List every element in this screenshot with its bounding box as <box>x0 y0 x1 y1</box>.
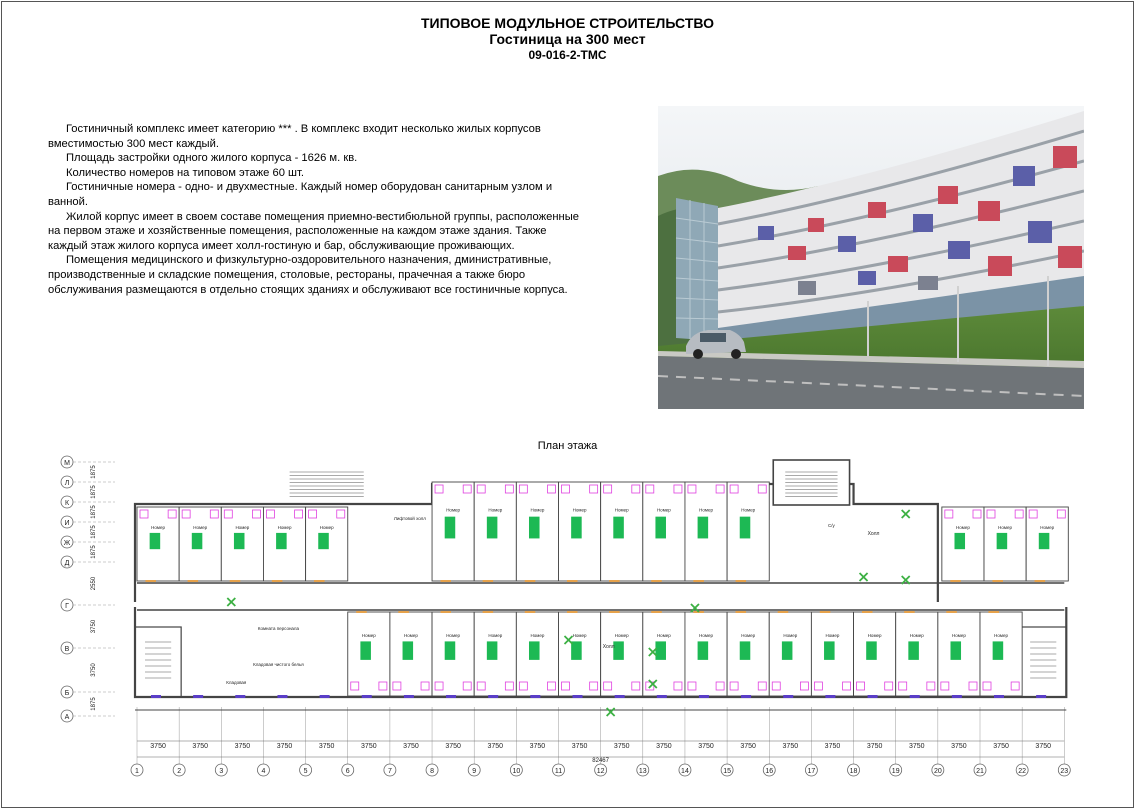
dimension-label: 3750 <box>234 743 251 750</box>
window <box>741 695 751 698</box>
window <box>235 695 245 698</box>
floor-plan <box>55 452 1085 782</box>
dimension-label: 3750 <box>91 619 97 634</box>
dimension-label: 1875 <box>91 525 97 539</box>
bed <box>571 641 582 659</box>
room-label: Номер <box>656 507 671 513</box>
project-description <box>48 122 588 297</box>
bed <box>613 517 624 539</box>
room-label: Номер <box>951 633 966 639</box>
room-label: Номер <box>530 633 545 639</box>
window <box>320 695 330 698</box>
bed <box>276 533 287 549</box>
dimension-label: 3750 <box>866 743 883 750</box>
dimension-label: 3750 <box>698 743 714 750</box>
room-label: Номер <box>741 507 756 513</box>
axis-number-label: 23 <box>1060 768 1069 775</box>
bed <box>360 641 371 659</box>
axis-number-label: 14 <box>681 768 689 775</box>
bed <box>740 641 751 659</box>
room-label: Номер <box>446 507 461 513</box>
end-stair <box>135 627 181 697</box>
hall-label: Холл <box>602 644 615 650</box>
axis-letter-label: Г <box>65 603 69 610</box>
dimension-label: 3750 <box>1035 743 1052 750</box>
plan-title: План этажа <box>537 440 598 452</box>
bed <box>613 641 624 659</box>
dimension-label: 3750 <box>318 743 335 750</box>
room-label: Номер <box>783 633 798 639</box>
bed <box>908 641 919 659</box>
description-paragraph: Помещения медицинского и физкультурно-оздоровительного назначения, дминистративные, производственные и складские помещения, столовые, рестораны, прачечная а также бюро обслуживания размещаются в отдельно стоящих зданиях и обслуживают все гостиничные корпуса. <box>48 254 568 296</box>
dimension-label: 3750 <box>571 743 588 750</box>
floor-plan-drawing <box>55 452 1085 782</box>
bed <box>655 517 666 539</box>
window <box>657 695 667 698</box>
window <box>615 695 625 698</box>
window <box>573 695 583 698</box>
axis-number-label: 5 <box>303 768 308 775</box>
axis-number-label: 6 <box>345 768 350 775</box>
axis-letter-label: К <box>64 500 70 507</box>
bed <box>318 533 329 549</box>
axis-letter-label: Л <box>64 480 70 487</box>
axis-number-label: 12 <box>596 768 605 775</box>
bed <box>740 517 751 539</box>
description-paragraph: Количество номеров на типовом этаже 60 шт. <box>66 166 305 179</box>
window <box>488 695 498 698</box>
room-label: Номер <box>572 507 587 513</box>
dimension-label: 1875 <box>91 485 97 499</box>
room-label: Номер <box>193 525 208 531</box>
axis-number-label: 19 <box>891 768 900 775</box>
dimension-label: 3750 <box>487 743 504 750</box>
room-label: Номер <box>404 633 418 639</box>
page-subtitle: Гостиница на 300 мест <box>489 31 646 47</box>
axis-number-label: 11 <box>554 768 563 775</box>
axis-number-label: 17 <box>807 768 816 775</box>
bed <box>993 641 1004 659</box>
room-label: Номер <box>909 633 924 639</box>
bed <box>866 641 877 659</box>
axis-number-label: 22 <box>1018 768 1027 775</box>
axis-letter-label: Б <box>64 690 70 697</box>
bed <box>403 641 414 659</box>
room-label: Номер <box>1040 525 1055 531</box>
room-label: Номер <box>446 633 461 639</box>
room-label: Номер <box>994 633 1009 639</box>
dimension-label: 1875 <box>91 697 97 711</box>
dimension-label: 3750 <box>656 743 672 750</box>
bed <box>192 533 203 549</box>
dimension-label: 3750 <box>276 743 293 750</box>
dimension-label: 1875 <box>91 545 97 559</box>
axis-number-label: 10 <box>512 768 521 775</box>
axis-number-label: 21 <box>976 768 984 775</box>
window <box>151 695 161 698</box>
window <box>530 695 540 698</box>
bed <box>698 641 709 659</box>
hotel-rendering-image <box>658 106 1084 409</box>
axis-number-label: 20 <box>933 768 942 775</box>
bed <box>824 641 835 659</box>
dimension-label: 3750 <box>192 743 209 750</box>
bed <box>954 533 965 549</box>
room-label: Номер <box>699 633 713 639</box>
end-stair <box>1020 627 1066 697</box>
bed <box>997 533 1008 549</box>
page-header <box>0 15 1135 63</box>
dimension-label: 3750 <box>993 743 1009 750</box>
room-label: Номер <box>277 525 292 531</box>
bed <box>655 641 666 659</box>
room-label: Номер <box>825 633 840 639</box>
room-label: Номер <box>572 633 587 639</box>
bed <box>698 517 709 539</box>
dimension-label: 3750 <box>951 743 967 750</box>
page-title: ТИПОВОЕ МОДУЛЬНОЕ СТРОИТЕЛЬСТВО <box>420 15 715 31</box>
axis-letter-label: А <box>64 714 70 721</box>
total-dimension-label: 82467 <box>592 758 609 764</box>
room-label: Номер <box>151 525 166 531</box>
room-label: Номер <box>699 507 713 513</box>
bed <box>529 641 540 659</box>
bed <box>150 533 161 549</box>
hotel-rendering <box>658 106 1084 409</box>
window <box>952 695 962 698</box>
service-label: Кладовая <box>226 680 247 685</box>
window <box>362 695 372 698</box>
service-label: С/у <box>828 523 835 528</box>
window <box>446 695 456 698</box>
dimension-label: 3750 <box>782 743 799 750</box>
dimension-label: 3750 <box>91 663 97 677</box>
bed <box>234 533 245 549</box>
dimension-label: 3750 <box>529 743 546 750</box>
axis-letter-label: Д <box>64 560 70 567</box>
room-label: Номер <box>867 633 882 639</box>
dimension-label: 3750 <box>150 743 166 750</box>
window <box>699 695 709 698</box>
axis-number-label: 9 <box>472 768 477 775</box>
axis-number-label: 16 <box>765 768 774 775</box>
bed <box>571 517 582 539</box>
dimension-label: 1875 <box>91 465 97 479</box>
bed <box>950 641 961 659</box>
window <box>1036 695 1046 698</box>
room-label: Номер <box>998 525 1013 531</box>
dimension-label: 2550 <box>91 576 97 591</box>
room-label: Номер <box>741 633 756 639</box>
axis-number-label: 1 <box>135 768 139 775</box>
bed <box>1039 533 1050 549</box>
description-paragraph: Гостиничные номера - одно- и двухместные. Каждый номер оборудован санитарным узлом и ванной. <box>48 181 553 208</box>
window <box>825 695 835 698</box>
dimension-label: 3750 <box>361 743 377 750</box>
axis-letter-label: Ж <box>63 540 71 547</box>
room-label: Номер <box>319 525 334 531</box>
window <box>404 695 414 698</box>
axis-number-label: 8 <box>430 768 435 775</box>
axis-letter-label: В <box>64 646 70 653</box>
axis-number-label: 13 <box>638 768 647 775</box>
dimension-label: 3750 <box>403 743 419 750</box>
room-label: Номер <box>361 633 376 639</box>
axis-letter-label: М <box>64 460 70 467</box>
description-paragraph: Площадь застройки одного жилого корпуса - 1626 м. кв. <box>66 152 358 165</box>
room-label: Номер <box>530 507 545 513</box>
bed <box>445 641 456 659</box>
room-label: Номер <box>955 525 970 531</box>
description-paragraph: Жилой корпус имеет в своем составе помещения приемно-вестибюльной группы, расположенные на первом этаже и хозяйственные помещения, расположенные на каждом этаже здания. Также каждый этаж жилого корпуса имеет холл-гостиную и бар, обслуживающие проживающих. <box>48 210 579 252</box>
window <box>783 695 793 698</box>
bed <box>487 517 498 539</box>
window <box>277 695 287 698</box>
description-paragraph: Гостиничный комплекс имеет категорию *** . В комплекс входит несколько жилых корпусов вместимостью 300 мест каждый. <box>48 123 541 150</box>
bed <box>487 641 498 659</box>
axis-number-label: 15 <box>723 768 731 775</box>
dimension-label: 3750 <box>908 743 925 750</box>
room-label: Номер <box>488 507 503 513</box>
bed <box>529 517 540 539</box>
window <box>994 695 1004 698</box>
dimension-label: 1875 <box>91 505 97 519</box>
dimension-label: 3750 <box>613 743 630 750</box>
room-label: Номер <box>488 633 503 639</box>
room-label: Номер <box>235 525 250 531</box>
axis-number-label: 3 <box>219 768 224 775</box>
project-code: 09-016-2-ТМС <box>528 48 607 62</box>
room-label: Номер <box>614 633 629 639</box>
axis-number-label: 4 <box>261 768 266 775</box>
bed <box>445 517 456 539</box>
window <box>910 695 920 698</box>
axis-number-label: 2 <box>177 768 182 775</box>
dimension-label: 3750 <box>445 743 461 750</box>
hall-label: Холл <box>867 531 880 537</box>
window <box>193 695 203 698</box>
room-label: Номер <box>656 633 671 639</box>
window <box>868 695 878 698</box>
axis-number-label: 7 <box>387 768 392 775</box>
dimension-label: 3750 <box>740 743 756 750</box>
room-label: Номер <box>614 507 629 513</box>
service-label: Лифтовой холл <box>393 516 426 521</box>
dimension-label: 3750 <box>824 743 841 750</box>
axis-number-label: 18 <box>849 768 858 775</box>
service-label: Кладовая чистого белья <box>253 662 304 667</box>
bed <box>782 641 793 659</box>
axis-letter-label: И <box>64 520 70 527</box>
service-label: Комната персонала <box>257 626 300 631</box>
